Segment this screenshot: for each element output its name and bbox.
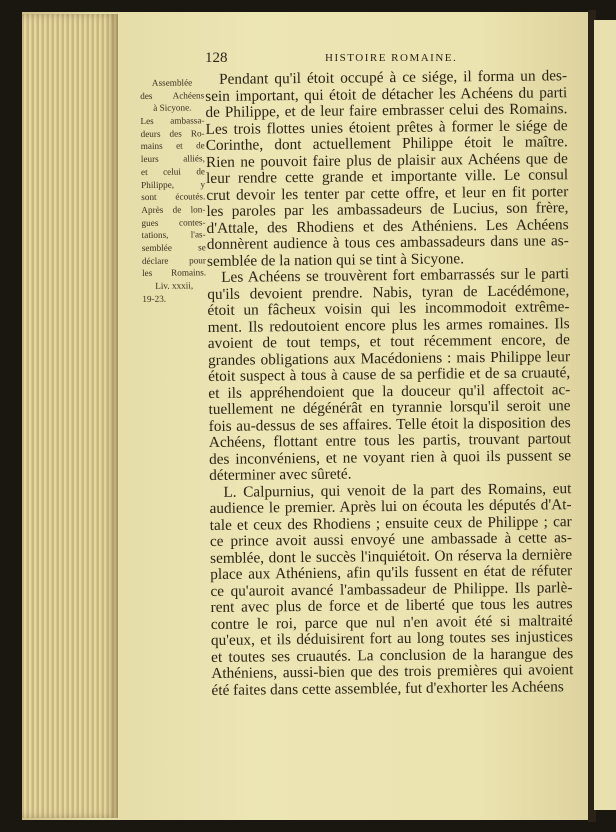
text-line: Athéniens, aussi-bien que des trois premières qui avoient — [211, 661, 574, 682]
next-page-edge — [594, 20, 616, 810]
running-title: HISTOIRE ROMAINE. — [325, 52, 458, 64]
margin-note-line: Liv. xxxii, — [155, 280, 194, 291]
margin-note-line: 19-23. — [142, 293, 167, 304]
page-number: 128 — [205, 50, 228, 66]
text-line: crut devoir les tenter par cette offre, et leur en fit porter — [206, 182, 569, 204]
margin-note-line: mains et de — [140, 140, 205, 152]
text-line: leur rendre cette grande et importante ville. Le consul — [206, 166, 569, 187]
text-line: semblée, dont le succès l'inquiétoit. On réserva la dernière — [210, 545, 573, 567]
text-line: tuellement ne dégénérât en tyrannie lorsqu'il seroit une — [208, 397, 571, 418]
text-line: avoient de tout temps, et tout récemment encore, de — [207, 331, 570, 352]
text-line: Achéens, flottant entre tous les partis, trouvant partout — [208, 430, 571, 451]
margin-note-line: semblée se — [141, 242, 206, 253]
text-line: d'Attale, des Rhodiens et des Athéniens. Les Achéens — [206, 215, 569, 237]
text-line: Corinthe, dont actuellement Philippe étoit le maître. — [205, 133, 568, 154]
margin-note-line: déclare pour — [141, 254, 206, 266]
text-line: des inconvéniens, et ne voyant rien à quoi ils pussent se — [208, 446, 572, 468]
text-line: de Philippe, et de leur faire embrasser celui des Romains. — [205, 100, 568, 121]
text-line: L. Calpurnius, qui venoit de la part des Romains, eut — [223, 479, 572, 501]
margin-note-line: gues contes- — [141, 216, 206, 228]
text-line: audience le premier. Après lui on écouta les députés d'At- — [209, 496, 572, 517]
margin-notes — [140, 76, 206, 305]
text-line: ce prince avoit aussi envoyé une ambassade à cette as- — [209, 529, 572, 550]
text-line: été faites dans cette assemblée, fut d'exhorter les Achéens — [211, 677, 564, 699]
text-line: qu'eux, et ils déduisirent fort au long toutes ses injustices — [210, 628, 574, 649]
text-line: donnèrent audience à tous ces ambassadeurs dans une as- — [206, 232, 569, 253]
margin-note-line: sont écoutés. — [141, 191, 206, 203]
margin-note-line: Assemblée — [151, 77, 193, 88]
margin-note-line: et celui de — [140, 166, 206, 177]
text-line: déterminer avec sûreté. — [209, 465, 352, 484]
text-line: tale et ceux des Rhodiens ; ensuite ceux de Philippe ; car — [209, 512, 572, 534]
text-line: Les Achéens se trouvèrent fort embarrassés sur le parti — [221, 265, 570, 286]
margin-note-line: des Achéens — [140, 90, 205, 101]
text-line: semblée de la nation qui se tint à Sicyone. — [206, 249, 465, 270]
margin-note-line: deurs des Ro- — [140, 128, 205, 139]
text-line: ment. Ils redoutoient encore plus les armes romaines. Ils — [207, 314, 570, 336]
margin-note-line: à Sicyone. — [153, 102, 192, 114]
text-line: place aux Athéniens, afin qu'ils fussent en état de réfuter — [210, 562, 573, 583]
text-line: les paroles par les ambassadeurs de Lucius, son frère, — [206, 199, 569, 220]
text-line: fois au-dessus de ses affaires. Telle étoit la disposition des — [208, 413, 571, 435]
text-line: Pendant qu'il étoit occupé à ce siége, il forma un des- — [218, 67, 568, 88]
text-line: rent avec plus de force et de liberté que tous les autres — [210, 595, 573, 616]
margin-note-line: Après de lon- — [141, 204, 206, 215]
margin-note-line: Les ambassa- — [140, 115, 205, 127]
margin-note-line: les Romains. — [142, 267, 207, 279]
text-line: et ils appréhendoient que la douceur qu'il affectoit ac- — [208, 380, 571, 402]
text-line: et toutes ses cruautés. La conclusion de la harangue des — [211, 644, 574, 666]
page-edges — [22, 14, 118, 818]
margin-note-line: tations, l'as- — [141, 229, 206, 241]
text-line: Rien ne pouvoit faire plus de plaisir aux Achéens que de — [205, 149, 569, 171]
text-line: sein important, qui étoit de détacher les Achéens du parti — [205, 83, 568, 105]
text-line: ce qu'auroit avancé l'ambassadeur de Philippe. Ils parlè- — [210, 578, 573, 600]
running-header — [205, 50, 567, 68]
text-line: Les trois flottes unies étoient prêtes à former le siége de — [205, 116, 568, 138]
margin-note-line: leurs alliés, — [140, 153, 205, 165]
text-line: grandes obligations aux Macédoniens : mais Philippe leur — [207, 347, 571, 369]
text-line: étoit un fâcheux voisin qui les incommodoit extrême- — [207, 298, 570, 319]
text-line: qu'ils devoient prendre. Nabis, tyran de Lacédémone, — [207, 281, 570, 303]
body-text — [205, 68, 574, 699]
text-line: étoit suspect à tous à cause de sa perfidie et de sa cruauté, — [208, 364, 571, 385]
text-line: contre le roi, parce que nul n'en avoit été si maltraité — [210, 611, 573, 633]
margin-note-line: Philippe, y — [141, 178, 206, 190]
